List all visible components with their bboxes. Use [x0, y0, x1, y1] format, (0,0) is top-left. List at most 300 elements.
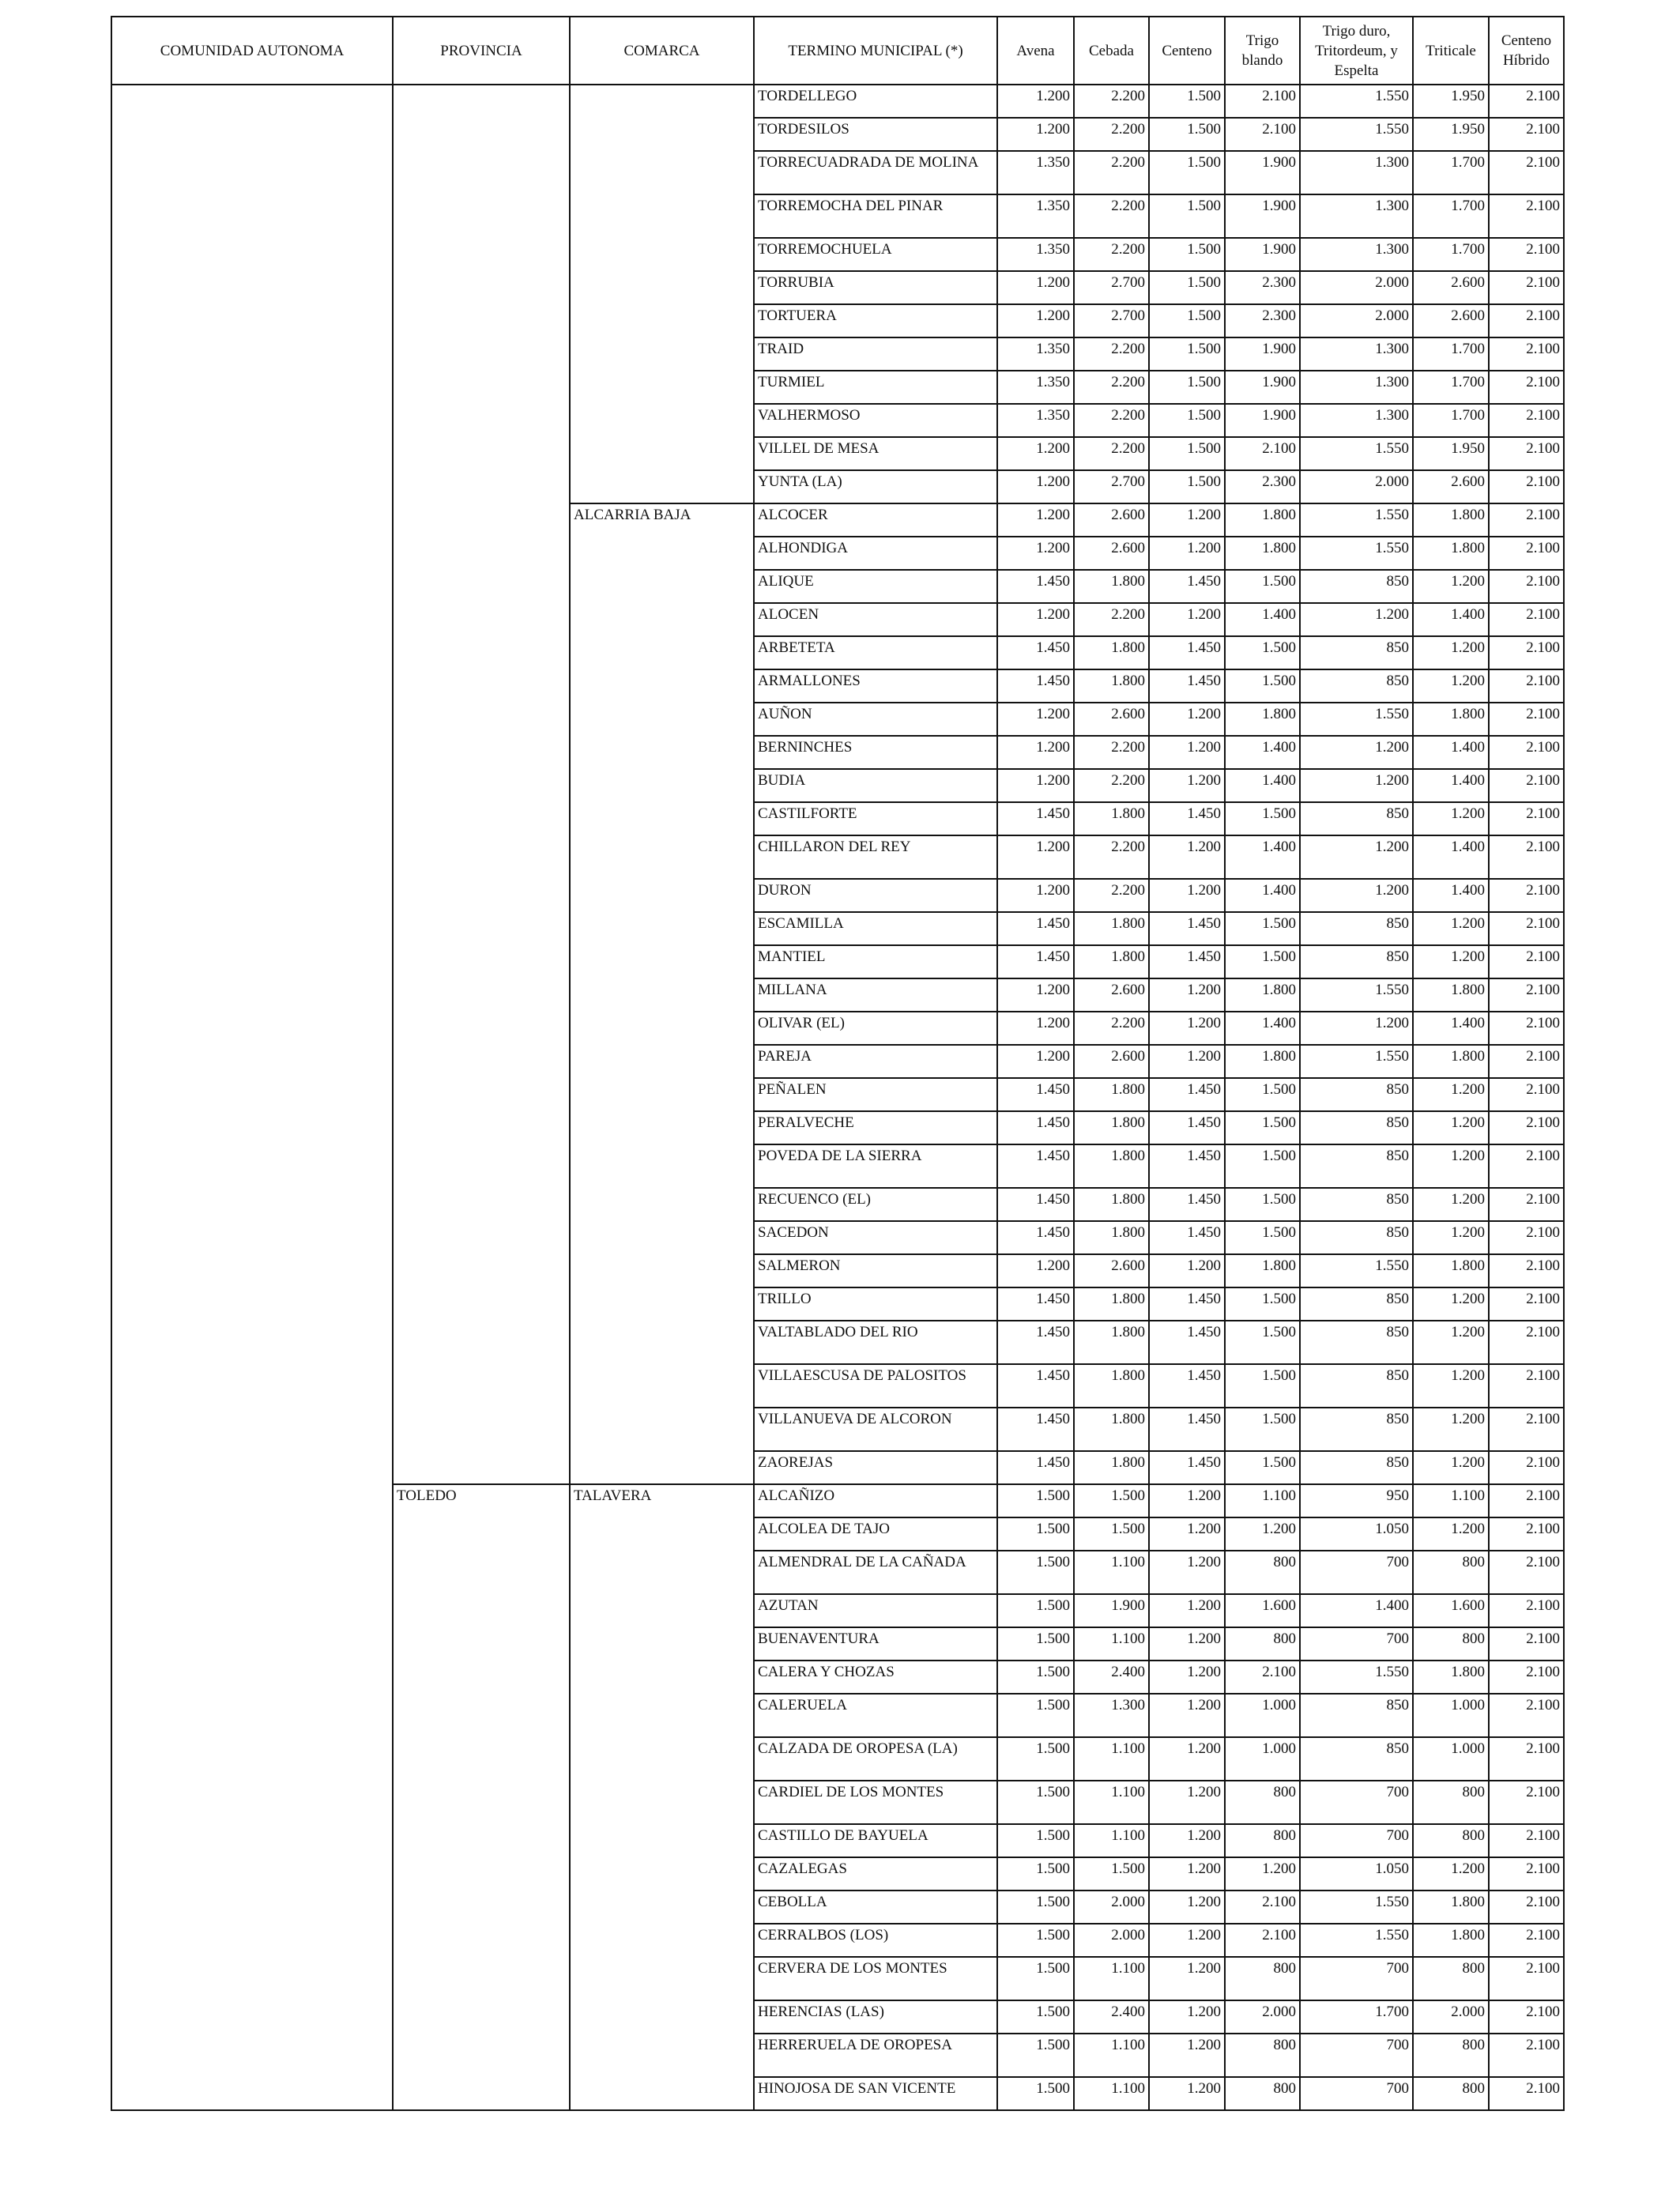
municipio-cell: ALCOLEA DE TAJO: [754, 1517, 997, 1551]
yield-cell: 1.450: [1149, 1287, 1225, 1321]
yield-cell: 1.350: [997, 238, 1074, 271]
yield-cell: 1.450: [1149, 802, 1225, 835]
yield-cell: 1.500: [1225, 1364, 1300, 1408]
yield-cell: 1.800: [1413, 1254, 1489, 1287]
municipio-cell: CERRALBOS (LOS): [754, 1924, 997, 1957]
yield-cell: 2.100: [1489, 271, 1564, 304]
municipio-cell: CASTILLO DE BAYUELA: [754, 1824, 997, 1857]
yield-cell: 1.200: [997, 1045, 1074, 1078]
yield-cell: 2.200: [1074, 194, 1149, 238]
municipio-cell: SACEDON: [754, 1221, 997, 1254]
yield-cell: 950: [1300, 1484, 1413, 1517]
yield-cell: 1.200: [997, 118, 1074, 151]
yield-cell: 2.200: [1074, 371, 1149, 404]
yield-cell: 1.200: [1149, 1891, 1225, 1924]
yield-cell: 1.550: [1300, 1924, 1413, 1957]
column-header: Avena: [997, 17, 1074, 85]
yield-cell: 1.800: [1074, 1221, 1149, 1254]
yield-cell: 1.450: [1149, 1188, 1225, 1221]
municipio-cell: PEÑALEN: [754, 1078, 997, 1111]
yield-cell: 1.200: [1225, 1857, 1300, 1891]
yield-cell: 2.100: [1489, 404, 1564, 437]
municipio-cell: TORRUBIA: [754, 271, 997, 304]
yield-cell: 1.200: [1149, 835, 1225, 879]
yield-cell: 1.550: [1300, 437, 1413, 470]
yield-cell: 700: [1300, 2077, 1413, 2110]
yield-cell: 1.200: [1149, 1551, 1225, 1594]
yield-cell: 1.800: [1074, 636, 1149, 669]
yield-cell: 1.450: [997, 802, 1074, 835]
yield-cell: 1.200: [1300, 769, 1413, 802]
municipio-cell: RECUENCO (EL): [754, 1188, 997, 1221]
municipio-cell: TORREMOCHUELA: [754, 238, 997, 271]
yield-cell: 2.600: [1413, 271, 1489, 304]
yield-cell: 1.200: [1149, 1924, 1225, 1957]
yield-cell: 2.700: [1074, 470, 1149, 503]
yield-cell: 1.200: [1300, 879, 1413, 912]
yield-cell: 800: [1413, 2034, 1489, 2077]
yield-cell: 800: [1413, 2077, 1489, 2110]
yield-cell: 1.900: [1225, 194, 1300, 238]
yield-cell: 1.200: [1149, 2077, 1225, 2110]
yield-cell: 1.200: [1149, 1781, 1225, 1824]
municipio-cell: VALHERMOSO: [754, 404, 997, 437]
yield-cell: 1.400: [1413, 835, 1489, 879]
yield-cell: 1.200: [1149, 537, 1225, 570]
yield-cell: 1.800: [1225, 978, 1300, 1012]
yield-cell: 2.100: [1489, 1221, 1564, 1254]
yield-cell: 800: [1413, 1551, 1489, 1594]
yield-cell: 1.500: [1149, 470, 1225, 503]
yield-cell: 1.700: [1413, 404, 1489, 437]
yield-cell: 2.100: [1489, 2034, 1564, 2077]
yield-cell: 1.050: [1300, 1857, 1413, 1891]
yield-cell: 850: [1300, 570, 1413, 603]
yield-cell: 1.200: [1413, 570, 1489, 603]
yield-cell: 2.100: [1489, 1661, 1564, 1694]
municipio-cell: ALIQUE: [754, 570, 997, 603]
municipio-cell: AZUTAN: [754, 1594, 997, 1627]
yield-cell: 1.200: [1149, 1857, 1225, 1891]
yield-cell: 1.000: [1413, 1694, 1489, 1737]
yield-cell: 2.100: [1489, 802, 1564, 835]
yield-cell: 2.700: [1074, 271, 1149, 304]
yield-cell: 850: [1300, 1287, 1413, 1321]
municipio-cell: HERRERUELA DE OROPESA: [754, 2034, 997, 2077]
yield-cell: 1.200: [1149, 2000, 1225, 2034]
yield-cell: 2.100: [1489, 1737, 1564, 1781]
yield-cell: 2.100: [1489, 1188, 1564, 1221]
municipio-cell: BUDIA: [754, 769, 997, 802]
yield-cell: 1.800: [1074, 1078, 1149, 1111]
yield-cell: 1.700: [1413, 151, 1489, 194]
municipio-cell: AUÑON: [754, 703, 997, 736]
yield-cell: 2.100: [1489, 736, 1564, 769]
municipio-cell: HINOJOSA DE SAN VICENTE: [754, 2077, 997, 2110]
yield-cell: 1.450: [1149, 1364, 1225, 1408]
yield-cell: 1.500: [997, 1484, 1074, 1517]
yield-cell: 850: [1300, 1364, 1413, 1408]
yield-cell: 1.800: [1413, 503, 1489, 537]
yield-cell: 1.500: [1225, 570, 1300, 603]
yield-cell: 1.300: [1300, 151, 1413, 194]
yield-cell: 850: [1300, 1694, 1413, 1737]
yield-cell: 2.100: [1489, 2000, 1564, 2034]
yield-cell: 700: [1300, 1957, 1413, 2000]
yield-cell: 1.200: [1149, 703, 1225, 736]
yield-cell: 1.200: [1413, 1287, 1489, 1321]
yield-cell: 1.200: [1149, 1012, 1225, 1045]
yield-cell: 2.600: [1074, 703, 1149, 736]
yield-cell: 1.550: [1300, 118, 1413, 151]
yield-cell: 1.300: [1300, 337, 1413, 371]
yield-cell: 1.500: [1074, 1484, 1149, 1517]
yield-cell: 1.800: [1074, 802, 1149, 835]
yield-cell: 2.100: [1489, 1781, 1564, 1824]
municipio-cell: CARDIEL DE LOS MONTES: [754, 1781, 997, 1824]
yield-cell: 1.500: [1225, 912, 1300, 945]
yield-cell: 2.100: [1489, 1144, 1564, 1188]
yield-cell: 1.550: [1300, 85, 1413, 118]
yield-cell: 2.700: [1074, 304, 1149, 337]
municipio-cell: TORDESILOS: [754, 118, 997, 151]
yield-cell: 2.100: [1489, 537, 1564, 570]
yield-cell: 1.200: [1225, 1517, 1300, 1551]
yield-cell: 2.200: [1074, 835, 1149, 879]
yield-cell: 2.600: [1074, 978, 1149, 1012]
yield-cell: 1.100: [1074, 2034, 1149, 2077]
yield-cell: 1.300: [1300, 404, 1413, 437]
yield-cell: 2.100: [1489, 1857, 1564, 1891]
yield-cell: 1.500: [1149, 437, 1225, 470]
municipio-cell: VILLAESCUSA DE PALOSITOS: [754, 1364, 997, 1408]
yield-cell: 700: [1300, 2034, 1413, 2077]
column-header: Cebada: [1074, 17, 1149, 85]
yield-cell: 1.050: [1300, 1517, 1413, 1551]
yield-cell: 1.100: [1074, 1551, 1149, 1594]
yield-cell: 2.200: [1074, 238, 1149, 271]
yield-cell: 850: [1300, 1408, 1413, 1451]
column-header: COMARCA: [570, 17, 754, 85]
yield-cell: 1.200: [1149, 503, 1225, 537]
yield-cell: 2.100: [1489, 1254, 1564, 1287]
yield-cell: 2.100: [1489, 304, 1564, 337]
yield-cell: 1.450: [997, 1364, 1074, 1408]
yield-cell: 1.400: [1413, 736, 1489, 769]
municipio-cell: ALHONDIGA: [754, 537, 997, 570]
municipio-cell: OLIVAR (EL): [754, 1012, 997, 1045]
municipio-cell: ALCOCER: [754, 503, 997, 537]
yield-cell: 2.100: [1489, 1078, 1564, 1111]
yield-cell: 2.100: [1489, 1517, 1564, 1551]
yield-cell: 1.450: [997, 1144, 1074, 1188]
municipio-cell: TRAID: [754, 337, 997, 371]
yield-cell: 2.100: [1225, 1661, 1300, 1694]
yield-cell: 1.200: [1413, 1517, 1489, 1551]
yield-cell: 1.200: [1149, 1824, 1225, 1857]
yield-cell: 1.400: [1225, 736, 1300, 769]
municipio-cell: PAREJA: [754, 1045, 997, 1078]
municipio-cell: CALERUELA: [754, 1694, 997, 1737]
yield-cell: 1.500: [997, 1517, 1074, 1551]
yield-cell: 1.800: [1413, 1661, 1489, 1694]
yield-cell: 2.100: [1489, 1408, 1564, 1451]
comarca-cell: TALAVERA: [570, 1484, 754, 2110]
yield-cell: 800: [1225, 1957, 1300, 2000]
yield-cell: 2.100: [1489, 1594, 1564, 1627]
yield-cell: 1.200: [1300, 835, 1413, 879]
yield-cell: 1.600: [1413, 1594, 1489, 1627]
yield-cell: 1.800: [1074, 669, 1149, 703]
yield-cell: 1.450: [997, 636, 1074, 669]
yield-cell: 1.500: [1149, 118, 1225, 151]
municipio-cell: BERNINCHES: [754, 736, 997, 769]
yield-cell: 1.200: [1149, 2034, 1225, 2077]
yield-cell: 1.200: [1300, 736, 1413, 769]
yield-cell: 1.500: [997, 2000, 1074, 2034]
yield-cell: 1.200: [997, 304, 1074, 337]
yield-cell: 1.550: [1300, 537, 1413, 570]
yield-cell: 1.450: [997, 1451, 1074, 1484]
yield-cell: 1.100: [1074, 2077, 1149, 2110]
yield-cell: 1.450: [997, 912, 1074, 945]
yield-cell: 1.200: [997, 879, 1074, 912]
yield-cell: 1.450: [997, 669, 1074, 703]
yield-cell: 1.400: [1300, 1594, 1413, 1627]
yield-cell: 2.100: [1489, 1484, 1564, 1517]
yield-cell: 1.400: [1225, 769, 1300, 802]
yield-cell: 1.800: [1413, 703, 1489, 736]
yield-cell: 1.200: [1149, 879, 1225, 912]
yield-cell: 1.200: [1413, 912, 1489, 945]
yield-cell: 2.100: [1489, 503, 1564, 537]
yield-cell: 1.200: [1149, 1594, 1225, 1627]
yield-cell: 2.100: [1489, 118, 1564, 151]
yield-cell: 1.200: [1413, 1221, 1489, 1254]
yield-cell: 2.100: [1489, 437, 1564, 470]
yield-cell: 1.500: [1074, 1857, 1149, 1891]
yield-cell: 850: [1300, 1188, 1413, 1221]
yield-cell: 2.100: [1489, 1957, 1564, 2000]
yield-cell: 1.500: [997, 2077, 1074, 2110]
yield-cell: 2.100: [1489, 912, 1564, 945]
yield-cell: 2.300: [1225, 470, 1300, 503]
yield-cell: 2.100: [1489, 1287, 1564, 1321]
yield-cell: 1.500: [1149, 271, 1225, 304]
municipio-cell: DURON: [754, 879, 997, 912]
yield-cell: 1.500: [1149, 337, 1225, 371]
yield-cell: 2.000: [1300, 271, 1413, 304]
yield-cell: 850: [1300, 1144, 1413, 1188]
yield-cell: 1.200: [997, 85, 1074, 118]
yield-cell: 2.200: [1074, 85, 1149, 118]
yield-cell: 1.200: [1413, 1364, 1489, 1408]
yield-cell: 2.400: [1074, 2000, 1149, 2034]
yield-cell: 800: [1225, 2077, 1300, 2110]
yield-cell: 1.450: [997, 1287, 1074, 1321]
yield-cell: 1.000: [1225, 1694, 1300, 1737]
yield-cell: 1.500: [1225, 1188, 1300, 1221]
yield-cell: 1.200: [1149, 978, 1225, 1012]
yield-cell: 2.100: [1489, 769, 1564, 802]
yield-cell: 800: [1225, 1627, 1300, 1661]
yield-cell: 2.100: [1489, 879, 1564, 912]
yield-cell: 1.200: [997, 537, 1074, 570]
municipio-cell: TORTUERA: [754, 304, 997, 337]
yield-cell: 2.100: [1489, 978, 1564, 1012]
municipio-cell: VALTABLADO DEL RIO: [754, 1321, 997, 1364]
yield-cell: 1.550: [1300, 703, 1413, 736]
yield-cell: 850: [1300, 1111, 1413, 1144]
yield-cell: 800: [1225, 2034, 1300, 2077]
yield-cell: 1.450: [997, 570, 1074, 603]
yield-cell: 1.900: [1225, 337, 1300, 371]
yield-cell: 800: [1413, 1957, 1489, 2000]
yield-cell: 1.200: [997, 736, 1074, 769]
yield-cell: 1.550: [1300, 1891, 1413, 1924]
column-header: Triticale: [1413, 17, 1489, 85]
yield-cell: 1.450: [997, 1408, 1074, 1451]
yield-cell: 2.100: [1489, 1321, 1564, 1364]
yield-cell: 1.100: [1074, 1957, 1149, 2000]
yield-cell: 1.300: [1300, 238, 1413, 271]
yield-cell: 2.100: [1489, 1012, 1564, 1045]
yield-cell: 1.500: [1149, 304, 1225, 337]
yield-cell: 700: [1300, 1781, 1413, 1824]
provincia-cell: TOLEDO: [393, 1484, 570, 2110]
yield-cell: 1.800: [1413, 1891, 1489, 1924]
yield-cell: 2.400: [1074, 1661, 1149, 1694]
yield-cell: 1.450: [1149, 1221, 1225, 1254]
municipio-cell: CERVERA DE LOS MONTES: [754, 1957, 997, 2000]
yield-cell: 1.500: [1149, 238, 1225, 271]
yield-cell: 2.200: [1074, 118, 1149, 151]
yield-cell: 2.100: [1489, 835, 1564, 879]
yield-cell: 1.500: [1225, 1221, 1300, 1254]
municipio-cell: BUENAVENTURA: [754, 1627, 997, 1661]
yield-cell: 1.500: [1149, 85, 1225, 118]
yield-cell: 1.200: [1413, 1321, 1489, 1364]
yield-cell: 1.800: [1074, 570, 1149, 603]
yield-cell: 1.500: [997, 1594, 1074, 1627]
yield-cell: 1.800: [1074, 1364, 1149, 1408]
yield-cell: 2.100: [1225, 1891, 1300, 1924]
yield-cell: 2.100: [1489, 669, 1564, 703]
yield-cell: 850: [1300, 1451, 1413, 1484]
municipio-cell: TRILLO: [754, 1287, 997, 1321]
yield-cell: 2.100: [1489, 194, 1564, 238]
yield-cell: 1.800: [1074, 1408, 1149, 1451]
yield-cell: 1.200: [997, 769, 1074, 802]
municipio-cell: PERALVECHE: [754, 1111, 997, 1144]
yield-cell: 2.100: [1489, 1551, 1564, 1594]
yield-cell: 1.350: [997, 404, 1074, 437]
yield-cell: 1.200: [997, 603, 1074, 636]
yield-cell: 2.000: [1074, 1891, 1149, 1924]
yield-cell: 800: [1413, 1627, 1489, 1661]
yield-cell: 1.400: [1225, 879, 1300, 912]
yield-cell: 1.000: [1413, 1737, 1489, 1781]
yield-cell: 1.700: [1300, 2000, 1413, 2034]
yield-cell: 1.550: [1300, 1045, 1413, 1078]
yield-cell: 1.200: [997, 835, 1074, 879]
municipio-cell: TORDELLEGO: [754, 85, 997, 118]
yield-cell: 2.000: [1300, 304, 1413, 337]
yield-cell: 1.800: [1225, 503, 1300, 537]
yield-cell: 1.200: [1149, 736, 1225, 769]
municipio-cell: CALERA Y CHOZAS: [754, 1661, 997, 1694]
yield-cell: 1.350: [997, 151, 1074, 194]
yield-cell: 2.100: [1489, 1891, 1564, 1924]
yield-cell: 1.800: [1225, 537, 1300, 570]
yield-cell: 2.200: [1074, 879, 1149, 912]
yield-cell: 1.200: [997, 470, 1074, 503]
yield-cell: 1.450: [1149, 912, 1225, 945]
yield-cell: 1.800: [1413, 1924, 1489, 1957]
yield-cell: 1.200: [1149, 1957, 1225, 2000]
yield-cell: 2.100: [1489, 1694, 1564, 1737]
yield-cell: 1.800: [1074, 1321, 1149, 1364]
yield-cell: 1.500: [1225, 1144, 1300, 1188]
yield-cell: 1.900: [1225, 404, 1300, 437]
yield-cell: 1.300: [1300, 194, 1413, 238]
municipio-cell: ARMALLONES: [754, 669, 997, 703]
yield-cell: 1.800: [1074, 912, 1149, 945]
yield-cell: 850: [1300, 945, 1413, 978]
yield-cell: 1.200: [1413, 1078, 1489, 1111]
yield-cell: 1.200: [1149, 1045, 1225, 1078]
column-header: Trigo blando: [1225, 17, 1300, 85]
yield-cell: 1.500: [997, 1661, 1074, 1694]
yield-cell: 800: [1225, 1824, 1300, 1857]
yield-cell: 700: [1300, 1824, 1413, 1857]
yield-cell: 1.100: [1074, 1824, 1149, 1857]
yield-cell: 800: [1225, 1781, 1300, 1824]
yield-cell: 1.200: [1413, 1451, 1489, 1484]
yield-cell: 1.400: [1225, 835, 1300, 879]
table-body: [111, 85, 1564, 2110]
yield-cell: 1.450: [997, 1111, 1074, 1144]
municipio-cell: SALMERON: [754, 1254, 997, 1287]
yield-cell: 1.450: [1149, 669, 1225, 703]
yield-cell: 1.100: [1074, 1737, 1149, 1781]
yield-cell: 1.800: [1413, 978, 1489, 1012]
yield-cell: 2.100: [1489, 337, 1564, 371]
yield-cell: 800: [1225, 1551, 1300, 1594]
municipio-cell: TORREMOCHA DEL PINAR: [754, 194, 997, 238]
yield-cell: 1.200: [997, 703, 1074, 736]
municipio-cell: CASTILFORTE: [754, 802, 997, 835]
yield-cell: 1.400: [1413, 769, 1489, 802]
yield-cell: 1.900: [1074, 1594, 1149, 1627]
comunidad-cell: [111, 85, 393, 2110]
yield-cell: 1.450: [997, 1078, 1074, 1111]
comarca-cell: ALCARRIA BAJA: [570, 503, 754, 1484]
yield-cell: 1.400: [1413, 1012, 1489, 1045]
yield-cell: 1.500: [1225, 802, 1300, 835]
yield-cell: 1.500: [1149, 194, 1225, 238]
yield-cell: 800: [1413, 1824, 1489, 1857]
yield-cell: 800: [1413, 1781, 1489, 1824]
yield-cell: 850: [1300, 1221, 1413, 1254]
yield-cell: 1.300: [1300, 371, 1413, 404]
yield-cell: 1.450: [1149, 1144, 1225, 1188]
yield-cell: 2.000: [1413, 2000, 1489, 2034]
yield-cell: 1.900: [1225, 371, 1300, 404]
yield-cell: 2.600: [1074, 1254, 1149, 1287]
yield-cell: 2.100: [1489, 1364, 1564, 1408]
yield-cell: 1.800: [1074, 945, 1149, 978]
